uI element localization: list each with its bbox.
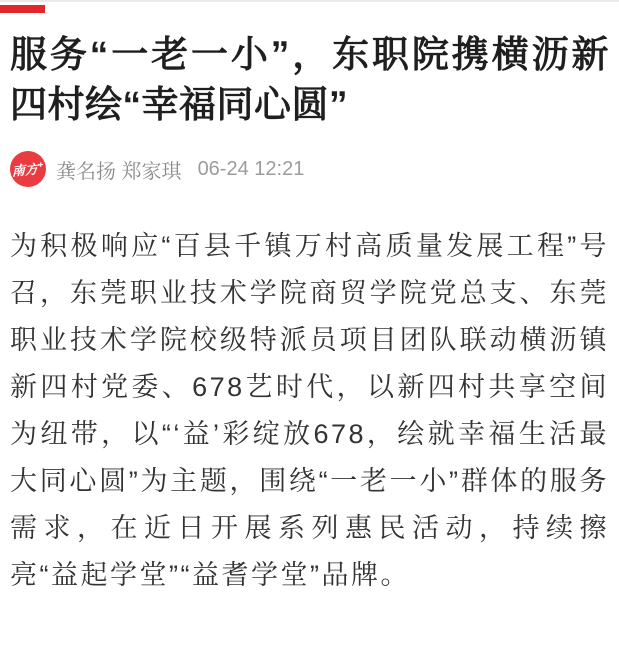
- article-title: 服务“一老一小”，东职院携横沥新四村绘“幸福同心圆”: [10, 34, 609, 125]
- top-divider: [0, 0, 619, 2]
- plus-icon: +: [38, 159, 44, 170]
- nanfang-plus-logo-icon[interactable]: [10, 151, 46, 187]
- red-accent-bar: [0, 5, 45, 13]
- publish-time: 06-24 12:21: [197, 157, 305, 180]
- author-names: 龚名扬 郑家琪: [56, 160, 182, 183]
- byline-row: [10, 151, 609, 187]
- nanfang-plus-logo-text: 南方+: [12, 159, 44, 179]
- article-body: 为积极响应“百县千镇万村高质量发展工程”号召，东莞职业技术学院商贸学院党总支、东莞职业技术学院校级特派员项目团队联动横沥镇新四村党委、678艺时代，以新四村共享空间为纽带，以“‘益’彩绽放678，绘就幸福生活最大同心圆”为主题，围绕“一老一小”群体的服务需求，在近日开展系列惠民活动，持续擦亮“益起学堂”“益耆学堂”品牌。: [10, 231, 609, 590]
